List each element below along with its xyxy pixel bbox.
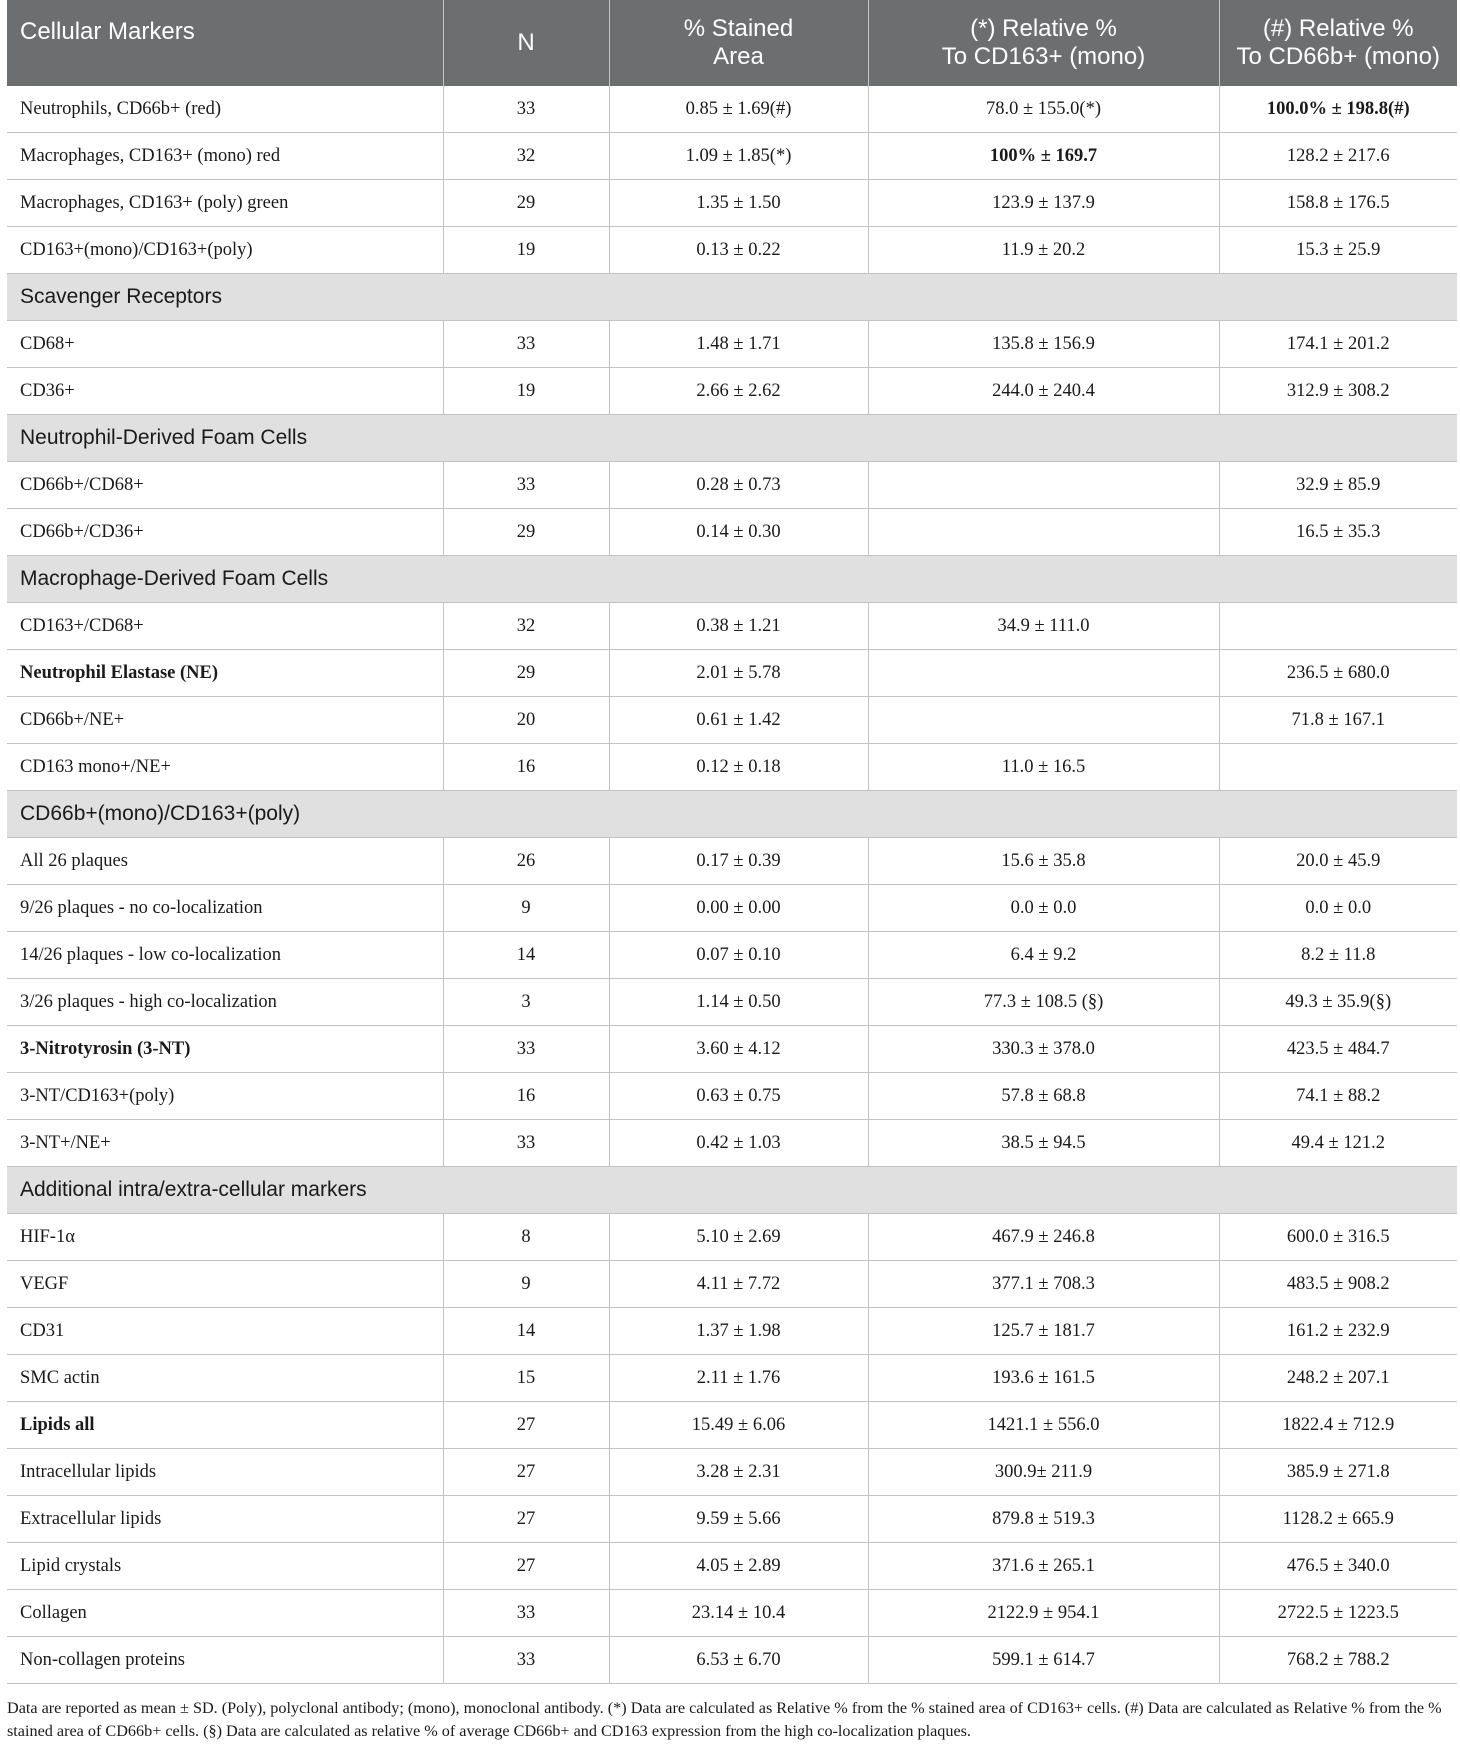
cell-marker: Extracellular lipids bbox=[7, 1496, 443, 1543]
header-stained-area: % Stained Area bbox=[609, 0, 868, 86]
section-label: Macrophage-Derived Foam Cells bbox=[7, 556, 1457, 603]
table-row bbox=[7, 368, 1457, 415]
table-row bbox=[7, 1637, 1457, 1684]
cellular-markers-table bbox=[7, 0, 1457, 1684]
cell-relative-cd66b: 423.5 ± 484.7 bbox=[1219, 1026, 1457, 1073]
cell-n: 27 bbox=[443, 1402, 609, 1449]
cell-n: 29 bbox=[443, 650, 609, 697]
cell-relative-cd66b: 16.5 ± 35.3 bbox=[1219, 509, 1457, 556]
cell-stained-area: 2.66 ± 2.62 bbox=[609, 368, 868, 415]
table-row bbox=[7, 180, 1457, 227]
cell-marker: 14/26 plaques - low co-localization bbox=[7, 932, 443, 979]
cell-marker: Intracellular lipids bbox=[7, 1449, 443, 1496]
cell-n: 9 bbox=[443, 885, 609, 932]
cell-marker: SMC actin bbox=[7, 1355, 443, 1402]
table-row bbox=[7, 1026, 1457, 1073]
cell-n: 16 bbox=[443, 744, 609, 791]
cell-relative-cd163: 244.0 ± 240.4 bbox=[868, 368, 1219, 415]
header-relative-cd66b: (#) Relative % To CD66b+ (mono) bbox=[1219, 0, 1457, 86]
header-n: N bbox=[443, 0, 609, 86]
cell-relative-cd66b: 8.2 ± 11.8 bbox=[1219, 932, 1457, 979]
cell-relative-cd163: 135.8 ± 156.9 bbox=[868, 321, 1219, 368]
table-row bbox=[7, 1120, 1457, 1167]
cell-n: 27 bbox=[443, 1543, 609, 1590]
cell-stained-area: 0.12 ± 0.18 bbox=[609, 744, 868, 791]
data-table-container bbox=[7, 0, 1457, 1684]
cell-marker: CD66b+/CD68+ bbox=[7, 462, 443, 509]
section-header-row bbox=[7, 556, 1457, 603]
cell-stained-area: 0.28 ± 0.73 bbox=[609, 462, 868, 509]
cell-relative-cd163: 11.9 ± 20.2 bbox=[868, 227, 1219, 274]
cell-relative-cd66b: 174.1 ± 201.2 bbox=[1219, 321, 1457, 368]
cell-relative-cd163: 371.6 ± 265.1 bbox=[868, 1543, 1219, 1590]
cell-marker: CD163+(mono)/CD163+(poly) bbox=[7, 227, 443, 274]
cell-n: 33 bbox=[443, 1590, 609, 1637]
table-row bbox=[7, 462, 1457, 509]
cell-relative-cd163: 300.9± 211.9 bbox=[868, 1449, 1219, 1496]
cell-relative-cd163: 77.3 ± 108.5 (§) bbox=[868, 979, 1219, 1026]
section-header-row bbox=[7, 1167, 1457, 1214]
cell-relative-cd66b: 0.0 ± 0.0 bbox=[1219, 885, 1457, 932]
cell-relative-cd66b: 15.3 ± 25.9 bbox=[1219, 227, 1457, 274]
cell-marker: CD163+/CD68+ bbox=[7, 603, 443, 650]
table-row bbox=[7, 697, 1457, 744]
cell-marker: CD31 bbox=[7, 1308, 443, 1355]
cell-stained-area: 1.37 ± 1.98 bbox=[609, 1308, 868, 1355]
cell-relative-cd66b: 2722.5 ± 1223.5 bbox=[1219, 1590, 1457, 1637]
cell-relative-cd66b: 71.8 ± 167.1 bbox=[1219, 697, 1457, 744]
cell-relative-cd163: 599.1 ± 614.7 bbox=[868, 1637, 1219, 1684]
cell-stained-area: 0.00 ± 0.00 bbox=[609, 885, 868, 932]
cell-n: 33 bbox=[443, 1026, 609, 1073]
cell-relative-cd163: 0.0 ± 0.0 bbox=[868, 885, 1219, 932]
table-row bbox=[7, 650, 1457, 697]
cell-relative-cd163: 15.6 ± 35.8 bbox=[868, 838, 1219, 885]
cell-marker: Neutrophil Elastase (NE) bbox=[7, 650, 443, 697]
cell-relative-cd66b: 74.1 ± 88.2 bbox=[1219, 1073, 1457, 1120]
table-row bbox=[7, 1308, 1457, 1355]
header-cellular-markers: Cellular Markers bbox=[7, 0, 443, 86]
table-row bbox=[7, 885, 1457, 932]
cell-n: 14 bbox=[443, 1308, 609, 1355]
cell-stained-area: 15.49 ± 6.06 bbox=[609, 1402, 868, 1449]
cell-marker: Non-collagen proteins bbox=[7, 1637, 443, 1684]
cell-relative-cd66b: 1822.4 ± 712.9 bbox=[1219, 1402, 1457, 1449]
cell-stained-area: 4.11 ± 7.72 bbox=[609, 1261, 868, 1308]
cell-relative-cd163: 193.6 ± 161.5 bbox=[868, 1355, 1219, 1402]
cell-relative-cd163: 123.9 ± 137.9 bbox=[868, 180, 1219, 227]
cell-relative-cd66b: 100.0% ± 198.8(#) bbox=[1219, 86, 1457, 133]
cell-stained-area: 0.38 ± 1.21 bbox=[609, 603, 868, 650]
cell-stained-area: 9.59 ± 5.66 bbox=[609, 1496, 868, 1543]
cell-marker: CD163 mono+/NE+ bbox=[7, 744, 443, 791]
cell-stained-area: 5.10 ± 2.69 bbox=[609, 1214, 868, 1261]
cell-marker: CD36+ bbox=[7, 368, 443, 415]
cell-stained-area: 0.14 ± 0.30 bbox=[609, 509, 868, 556]
section-header-row bbox=[7, 274, 1457, 321]
table-row bbox=[7, 838, 1457, 885]
cell-marker: 3-NT/CD163+(poly) bbox=[7, 1073, 443, 1120]
cell-relative-cd66b: 49.3 ± 35.9(§) bbox=[1219, 979, 1457, 1026]
cell-relative-cd163: 57.8 ± 68.8 bbox=[868, 1073, 1219, 1120]
cell-relative-cd66b bbox=[1219, 603, 1457, 650]
cell-stained-area: 3.28 ± 2.31 bbox=[609, 1449, 868, 1496]
cell-stained-area: 0.63 ± 0.75 bbox=[609, 1073, 868, 1120]
cell-stained-area: 23.14 ± 10.4 bbox=[609, 1590, 868, 1637]
cell-marker: Macrophages, CD163+ (poly) green bbox=[7, 180, 443, 227]
table-body bbox=[7, 86, 1457, 1684]
cell-relative-cd163 bbox=[868, 697, 1219, 744]
cell-marker: Lipids all bbox=[7, 1402, 443, 1449]
section-label: Neutrophil-Derived Foam Cells bbox=[7, 415, 1457, 462]
cell-relative-cd163: 125.7 ± 181.7 bbox=[868, 1308, 1219, 1355]
cell-relative-cd163: 38.5 ± 94.5 bbox=[868, 1120, 1219, 1167]
cell-n: 27 bbox=[443, 1449, 609, 1496]
header-row bbox=[7, 0, 1457, 86]
header-relative-cd163: (*) Relative % To CD163+ (mono) bbox=[868, 0, 1219, 86]
cell-relative-cd66b: 128.2 ± 217.6 bbox=[1219, 133, 1457, 180]
table-row bbox=[7, 1073, 1457, 1120]
cell-relative-cd163: 330.3 ± 378.0 bbox=[868, 1026, 1219, 1073]
cell-relative-cd163: 1421.1 ± 556.0 bbox=[868, 1402, 1219, 1449]
cell-n: 8 bbox=[443, 1214, 609, 1261]
cell-relative-cd66b: 768.2 ± 788.2 bbox=[1219, 1637, 1457, 1684]
cell-relative-cd163: 100% ± 169.7 bbox=[868, 133, 1219, 180]
cell-stained-area: 1.09 ± 1.85(*) bbox=[609, 133, 868, 180]
cell-stained-area: 0.61 ± 1.42 bbox=[609, 697, 868, 744]
cell-n: 19 bbox=[443, 368, 609, 415]
cell-n: 33 bbox=[443, 462, 609, 509]
cell-relative-cd163: 11.0 ± 16.5 bbox=[868, 744, 1219, 791]
table-row bbox=[7, 1214, 1457, 1261]
table-row bbox=[7, 86, 1457, 133]
table-row bbox=[7, 321, 1457, 368]
cell-marker: CD66b+/NE+ bbox=[7, 697, 443, 744]
cell-marker: Neutrophils, CD66b+ (red) bbox=[7, 86, 443, 133]
cell-relative-cd163 bbox=[868, 462, 1219, 509]
cell-relative-cd66b bbox=[1219, 744, 1457, 791]
table-row bbox=[7, 1402, 1457, 1449]
cell-relative-cd163: 34.9 ± 111.0 bbox=[868, 603, 1219, 650]
cell-stained-area: 1.48 ± 1.71 bbox=[609, 321, 868, 368]
cell-relative-cd66b: 385.9 ± 271.8 bbox=[1219, 1449, 1457, 1496]
cell-n: 32 bbox=[443, 133, 609, 180]
cell-marker: VEGF bbox=[7, 1261, 443, 1308]
cell-n: 33 bbox=[443, 1637, 609, 1684]
cell-n: 27 bbox=[443, 1496, 609, 1543]
table-footnote: Data are reported as mean ± SD. (Poly), polyclonal antibody; (mono), monoclonal antibody. (*) Data are calculated as Relative % from the % stained area of CD163+ cells. (#) Data are calculated as Relative % from the % stained area of CD66b+ cells. (§) Data are calculated as relative % of average CD66b+ and CD163 expression from the high co-localization plaques. bbox=[7, 1699, 1442, 1740]
cell-relative-cd163: 879.8 ± 519.3 bbox=[868, 1496, 1219, 1543]
cell-relative-cd66b: 476.5 ± 340.0 bbox=[1219, 1543, 1457, 1590]
cell-relative-cd163: 377.1 ± 708.3 bbox=[868, 1261, 1219, 1308]
cell-relative-cd163: 78.0 ± 155.0(*) bbox=[868, 86, 1219, 133]
cell-relative-cd66b: 1128.2 ± 665.9 bbox=[1219, 1496, 1457, 1543]
cell-relative-cd66b: 161.2 ± 232.9 bbox=[1219, 1308, 1457, 1355]
table-row bbox=[7, 133, 1457, 180]
table-row bbox=[7, 744, 1457, 791]
cell-relative-cd66b: 49.4 ± 121.2 bbox=[1219, 1120, 1457, 1167]
cell-marker: 9/26 plaques - no co-localization bbox=[7, 885, 443, 932]
cell-stained-area: 3.60 ± 4.12 bbox=[609, 1026, 868, 1073]
cell-n: 29 bbox=[443, 180, 609, 227]
cell-relative-cd66b: 312.9 ± 308.2 bbox=[1219, 368, 1457, 415]
cell-stained-area: 1.35 ± 1.50 bbox=[609, 180, 868, 227]
cell-n: 32 bbox=[443, 603, 609, 650]
section-header-row bbox=[7, 791, 1457, 838]
cell-stained-area: 1.14 ± 0.50 bbox=[609, 979, 868, 1026]
cell-n: 33 bbox=[443, 1120, 609, 1167]
table-row bbox=[7, 227, 1457, 274]
cell-marker: Macrophages, CD163+ (mono) red bbox=[7, 133, 443, 180]
cell-marker: CD66b+/CD36+ bbox=[7, 509, 443, 556]
cell-marker: 3-Nitrotyrosin (3-NT) bbox=[7, 1026, 443, 1073]
cell-n: 26 bbox=[443, 838, 609, 885]
cell-n: 33 bbox=[443, 86, 609, 133]
table-header bbox=[7, 0, 1457, 86]
section-header-row bbox=[7, 415, 1457, 462]
cell-marker: HIF-1α bbox=[7, 1214, 443, 1261]
cell-stained-area: 0.42 ± 1.03 bbox=[609, 1120, 868, 1167]
cell-relative-cd66b: 20.0 ± 45.9 bbox=[1219, 838, 1457, 885]
cell-marker: All 26 plaques bbox=[7, 838, 443, 885]
cell-n: 20 bbox=[443, 697, 609, 744]
cell-stained-area: 4.05 ± 2.89 bbox=[609, 1543, 868, 1590]
cell-relative-cd163: 6.4 ± 9.2 bbox=[868, 932, 1219, 979]
table-row bbox=[7, 509, 1457, 556]
cell-stained-area: 0.07 ± 0.10 bbox=[609, 932, 868, 979]
cell-relative-cd66b: 158.8 ± 176.5 bbox=[1219, 180, 1457, 227]
table-row bbox=[7, 1449, 1457, 1496]
cell-n: 16 bbox=[443, 1073, 609, 1120]
cell-relative-cd66b: 236.5 ± 680.0 bbox=[1219, 650, 1457, 697]
cell-n: 14 bbox=[443, 932, 609, 979]
table-row bbox=[7, 1355, 1457, 1402]
table-row bbox=[7, 603, 1457, 650]
cell-marker: 3/26 plaques - high co-localization bbox=[7, 979, 443, 1026]
section-label: CD66b+(mono)/CD163+(poly) bbox=[7, 791, 1457, 838]
cell-relative-cd66b: 32.9 ± 85.9 bbox=[1219, 462, 1457, 509]
table-row bbox=[7, 1590, 1457, 1637]
cell-n: 29 bbox=[443, 509, 609, 556]
cell-relative-cd163: 2122.9 ± 954.1 bbox=[868, 1590, 1219, 1637]
cell-stained-area: 0.85 ± 1.69(#) bbox=[609, 86, 868, 133]
cell-marker: 3-NT+/NE+ bbox=[7, 1120, 443, 1167]
cell-relative-cd163: 467.9 ± 246.8 bbox=[868, 1214, 1219, 1261]
section-label: Additional intra/extra-cellular markers bbox=[7, 1167, 1457, 1214]
table-row bbox=[7, 1261, 1457, 1308]
cell-relative-cd66b: 483.5 ± 908.2 bbox=[1219, 1261, 1457, 1308]
cell-stained-area: 2.01 ± 5.78 bbox=[609, 650, 868, 697]
cell-n: 9 bbox=[443, 1261, 609, 1308]
cell-stained-area: 0.17 ± 0.39 bbox=[609, 838, 868, 885]
table-row bbox=[7, 1543, 1457, 1590]
cell-marker: CD68+ bbox=[7, 321, 443, 368]
cell-relative-cd66b: 248.2 ± 207.1 bbox=[1219, 1355, 1457, 1402]
cell-marker: Lipid crystals bbox=[7, 1543, 443, 1590]
cell-stained-area: 2.11 ± 1.76 bbox=[609, 1355, 868, 1402]
cell-n: 3 bbox=[443, 979, 609, 1026]
cell-relative-cd163 bbox=[868, 509, 1219, 556]
section-label: Scavenger Receptors bbox=[7, 274, 1457, 321]
cell-n: 19 bbox=[443, 227, 609, 274]
cell-relative-cd163 bbox=[868, 650, 1219, 697]
cell-stained-area: 6.53 ± 6.70 bbox=[609, 1637, 868, 1684]
cell-marker: Collagen bbox=[7, 1590, 443, 1637]
cell-n: 33 bbox=[443, 321, 609, 368]
cell-stained-area: 0.13 ± 0.22 bbox=[609, 227, 868, 274]
cell-n: 15 bbox=[443, 1355, 609, 1402]
table-row bbox=[7, 1496, 1457, 1543]
table-row bbox=[7, 979, 1457, 1026]
cell-relative-cd66b: 600.0 ± 316.5 bbox=[1219, 1214, 1457, 1261]
table-row bbox=[7, 932, 1457, 979]
